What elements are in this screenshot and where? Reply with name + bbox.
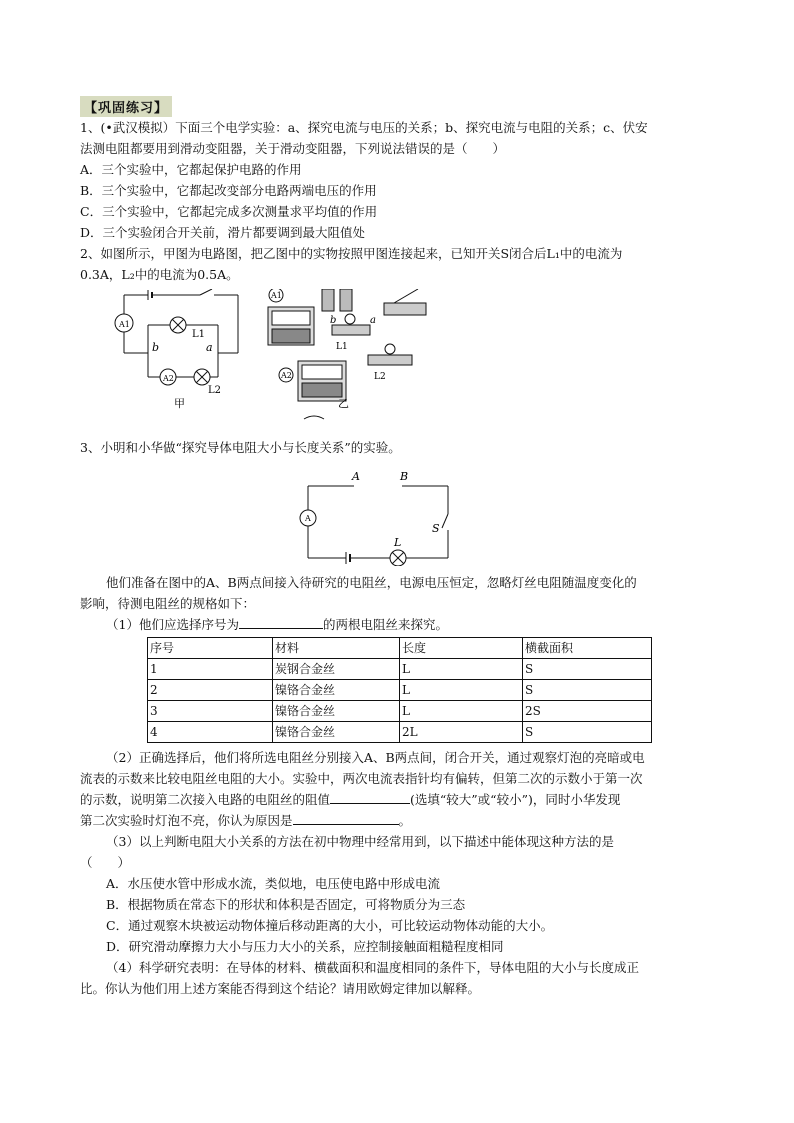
q2-circuit-figure — [108, 289, 438, 429]
table-cell: S — [523, 680, 652, 701]
q3-sub3-option-d: D．研究滑动摩擦力大小与压力大小的关系，应控制接触面粗糙程度相同 — [106, 939, 504, 954]
q2-line1: 2、如图所示，甲图为电路图，把乙图中的实物按照甲图连接起来，已知开关S闭合后L₁中的电流为 — [80, 246, 623, 261]
q3-sub2-line2: 流表的示数来比较电阻丝电阻的大小。实验中，两次电流表指针均有偏转，但第二次的示数小于第一次 — [80, 771, 643, 786]
section-heading: 【巩固练习】 — [80, 96, 172, 117]
question-2 — [80, 243, 720, 429]
q3-point-B: B — [400, 470, 409, 483]
q3-lamp-L: L — [394, 536, 402, 549]
label-A2-diagram: A2 — [163, 374, 174, 383]
q3-sub1-pre: （1）他们应选择序号为 — [106, 617, 239, 632]
battery-cell-icon — [340, 289, 352, 311]
table-cell: 2S — [523, 701, 652, 722]
q3-point-A: A — [352, 470, 360, 483]
label-L1-device: L1 — [336, 342, 348, 352]
table-cell: 镍铬合金丝 — [273, 701, 400, 722]
table-cell: 2L — [400, 722, 523, 743]
q3-sub2-line3-pre: 的示数，说明第二次接入电路的电阻丝的阻值 — [80, 792, 331, 807]
label-a-device: a — [370, 315, 376, 326]
q3-intro-line2: 影响，待测电阻丝的规格如下： — [80, 596, 256, 611]
table-cell: L — [400, 701, 523, 722]
q1-stem-line1: 1、(•武汉模拟）下面三个电学实验：a、探究电流与电压的关系；b、探究电流与电阻的关系；c、伏安 — [80, 120, 648, 135]
q1-option-a: A．三个实验中，它都起保护电路的作用 — [80, 162, 302, 177]
q3-sub3-line2: （ ） — [80, 855, 131, 870]
q3-sub3-option-a: A．水压使水管中形成水流，类似地，电压使电路中形成电流 — [106, 876, 441, 891]
q3-sub2-line4-pre: 第二次实验时灯泡不亮，你认为原因是 — [80, 813, 293, 828]
table-row — [148, 659, 652, 680]
label-jia: 甲 — [174, 397, 185, 410]
label-L2-diagram: L2 — [208, 385, 222, 396]
q3-switch-S: S — [432, 522, 440, 535]
q3-ammeter-label: A — [305, 514, 311, 523]
q3-sub2-answer-blank-1[interactable] — [330, 789, 410, 804]
table-cell: 镍铬合金丝 — [273, 722, 400, 743]
worksheet — [80, 96, 720, 999]
q3-sub2-line4 — [80, 810, 720, 831]
switch-device — [384, 303, 426, 315]
lamp-L2-device — [368, 355, 412, 365]
question-3 — [80, 437, 720, 999]
table-cell: 1 — [148, 659, 273, 680]
label-L1-diagram: L1 — [192, 329, 206, 340]
q3-circuit-figure — [296, 466, 456, 566]
q3-sub2-line1: （2）正确选择后，他们将所选电阻丝分别接入A、B两点间，闭合开关，通过观察灯泡的亮暗或电 — [106, 750, 645, 765]
table-cell: 镍铬合金丝 — [273, 680, 400, 701]
q3-sub3-line1: （3）以上判断电阻大小关系的方法在初中物理中经常用到，以下描述中能体现这种方法的是 — [106, 834, 614, 849]
table-header-row — [148, 638, 652, 659]
circuit-diagram-jia — [115, 289, 238, 385]
q3-sub2-line3-post: (选填“较大”或“较小”)，同时小华发现 — [410, 792, 621, 807]
table-header: 横截面积 — [523, 638, 652, 659]
resistance-wire-table — [147, 637, 652, 743]
q3-intro-line1: 他们准备在图中的A、B两点间接入待研究的电阻丝，电源电压恒定，忽略灯丝电阻随温度变化的 — [106, 575, 637, 590]
table-row — [148, 701, 652, 722]
table-row — [148, 680, 652, 701]
q3-sub2-line4-post: 。 — [398, 813, 412, 828]
table-row — [148, 722, 652, 743]
lamp-L1-device — [332, 325, 370, 335]
table-cell: L — [400, 680, 523, 701]
label-A1-diagram: A1 — [119, 320, 130, 329]
label-L2-device: L2 — [374, 372, 386, 382]
q1-option-d: D．三个实验闭合开关前，滑片都要调到最大阻值处 — [80, 225, 366, 240]
q3-sub2-line3 — [80, 789, 720, 810]
label-a: a — [206, 341, 213, 354]
table-cell: L — [400, 659, 523, 680]
q3-title: 3、小明和小华做“探究导体电阻大小与长度关系”的实验。 — [80, 440, 401, 455]
label-A1-device: A1 — [271, 291, 282, 300]
battery-cell-icon — [322, 289, 334, 311]
q3-sub4-line1: （4）科学研究表明：在导体的材料、横截面积和温度相同的条件下，导体电阻的大小与长度成正 — [106, 960, 639, 975]
q1-option-c: C．三个实验中，它都起完成多次测量求平均值的作用 — [80, 204, 378, 219]
q2-line2: 0.3A，L₂中的电流为0.5A。 — [80, 267, 239, 282]
q1-option-b: B．三个实验中，它都起改变部分电路两端电压的作用 — [80, 183, 377, 198]
table-cell: 4 — [148, 722, 273, 743]
table-cell: S — [523, 722, 652, 743]
label-b-device: b — [330, 315, 337, 326]
q3-sub1 — [80, 614, 720, 635]
table-cell: 2 — [148, 680, 273, 701]
table-header: 长度 — [400, 638, 523, 659]
label-b: b — [152, 341, 160, 354]
table-cell: 3 — [148, 701, 273, 722]
table-header: 序号 — [148, 638, 273, 659]
q3-sub3-option-b: B．根据物质在常态下的形状和体积是否固定，可将物质分为三态 — [106, 897, 466, 912]
label-yi: 乙 — [338, 397, 349, 410]
table-cell: S — [523, 659, 652, 680]
q3-sub1-post: 的两根电阻丝来探究。 — [322, 617, 448, 632]
q3-sub3-option-c: C．通过观察木块被运动物体撞后移动距离的大小，可比较运动物体动能的大小。 — [106, 918, 554, 933]
table-header: 材料 — [273, 638, 400, 659]
q1-stem-line2: 法测电阻都要用到滑动变阻器，关于滑动变阻器，下列说法错误的是（ ） — [80, 141, 506, 156]
q3-sub4-line2: 比。你认为他们用上述方案能否得到这个结论？请用欧姆定律加以解释。 — [80, 981, 481, 996]
label-A2-device: A2 — [281, 371, 292, 380]
table-cell: 炭钢合金丝 — [273, 659, 400, 680]
q3-sub1-answer-blank[interactable] — [239, 614, 323, 629]
q3-sub2-answer-blank-2[interactable] — [293, 810, 399, 825]
question-1 — [80, 117, 720, 243]
